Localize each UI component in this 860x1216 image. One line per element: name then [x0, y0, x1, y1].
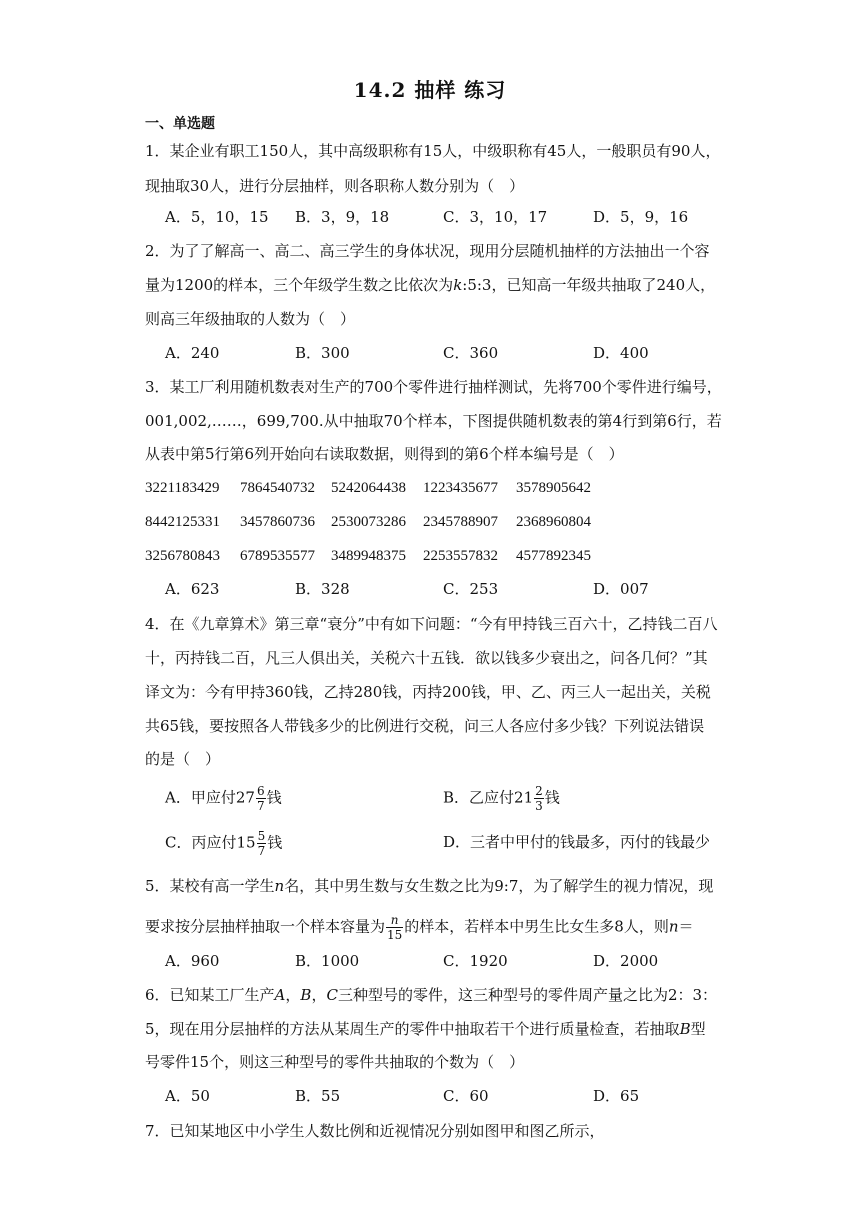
question-4-option-a: [165, 784, 282, 813]
question-7-line-1: 7．已知某地区中小学生人数比例和近视情况分别如图甲和图乙所示，: [145, 1122, 605, 1140]
fraction-numerator: 5: [257, 829, 266, 843]
type-b: B: [300, 986, 312, 1004]
question-3-line-2: 001,002,……，699,700.从中抽取70个样本，下图提供随机数表的第4行到第6行，若: [145, 412, 722, 430]
type-b: B: [679, 1020, 691, 1038]
random-table-cell: 7864540732: [240, 480, 315, 496]
question-3-option-c: C．253: [443, 580, 499, 598]
question-6-line-1: [145, 985, 717, 1005]
question-4-line-3: 译文为：今有甲持360钱，乙持280钱，丙持200钱，甲、乙、丙三人一起出关，关税: [145, 683, 711, 701]
question-4-option-d: D．三者中甲付的钱最多，丙付的钱最少: [443, 833, 711, 851]
question-2-option-d: D．400: [593, 344, 649, 362]
option-c-fraction: [257, 829, 267, 858]
question-6-text-b: 三种型号的零件，这三种型号的零件周产量之比为2：3：: [337, 986, 718, 1004]
question-3-line-3: 从表中第5行第6列开始向右读取数据，则得到的第6个样本编号是（ ）: [145, 445, 624, 463]
option-c-prefix: C．丙应付: [165, 833, 237, 852]
fraction-denominator: 3: [535, 799, 543, 813]
variable-k: k: [453, 276, 463, 294]
question-2-option-a: A．240: [165, 344, 220, 362]
question-1-option-a: A．5，10，15: [165, 208, 269, 226]
question-2-option-c: C．360: [443, 344, 499, 362]
question-2-line-2-text-b: :5:3，已知高一年级共抽取了240人，: [462, 276, 716, 294]
separator: ，: [285, 986, 301, 1004]
question-6-text-d: 型: [690, 1020, 706, 1038]
option-c-suffix: 钱: [267, 833, 283, 852]
question-6-line-3: 号零件15个，则这三种型号的零件共抽取的个数为（ ）: [145, 1053, 525, 1071]
fraction-numerator: n: [386, 913, 403, 928]
random-table-cell: 8442125331: [145, 514, 220, 530]
question-2-line-1: 2．为了了解高一、高二、高三学生的身体状况，现用分层随机抽样的方法抽出一个容: [145, 242, 710, 260]
option-a-fraction: [256, 784, 266, 813]
option-c-whole: 15: [236, 833, 256, 852]
random-table-cell: 2368960804: [516, 514, 591, 530]
question-5-line-2: [145, 913, 694, 942]
random-table-cell: 3457860736: [240, 514, 315, 530]
question-4-line-1: 4．在《九章算术》第三章“衰分”中有如下问题：“今有甲持钱三百六十，乙持钱二百八: [145, 615, 718, 633]
question-2-line-2: [145, 275, 715, 295]
random-table-cell: 2530073286: [331, 514, 406, 530]
fraction-denominator: 7: [256, 799, 265, 813]
question-5-option-d: D．2000: [593, 952, 659, 970]
option-a-prefix: A．甲应付: [165, 788, 236, 807]
question-1-line-2: 现抽取30人，进行分层抽样，则各职称人数分别为（ ）: [145, 177, 525, 195]
option-b-suffix: 钱: [544, 788, 560, 807]
question-6-option-b: B．55: [295, 1087, 341, 1105]
fraction-denominator: 7: [257, 844, 266, 858]
random-table-cell: 6789535577: [240, 548, 315, 564]
question-1-option-d: D．5，9，16: [593, 208, 689, 226]
random-table-cell: 1223435677: [423, 480, 498, 496]
random-table-cell: 3489948375: [331, 548, 406, 564]
question-2-line-2-text-a: 量为1200的样本，三个年级学生数之比依次为: [145, 276, 454, 294]
page-title: 14.2 抽样 练习: [353, 78, 507, 102]
option-a-whole: 27: [235, 788, 255, 807]
random-table-cell: 3256780843: [145, 548, 220, 564]
question-4-line-4: 共65钱，要按照各人带钱多少的比例进行交税，问三人各应付多少钱？下列说法错误: [145, 717, 705, 735]
question-1-option-b: B．3，9，18: [295, 208, 390, 226]
fraction-numerator: 2: [535, 784, 543, 798]
question-4-line-5: 的是（ ）: [145, 750, 221, 768]
question-3-option-a: A．623: [165, 580, 220, 598]
variable-n: n: [274, 877, 285, 895]
question-4-option-c: [165, 829, 282, 858]
question-5-text-d: 的样本，若样本中男生比女生多8人，则: [404, 917, 669, 936]
question-6-text-c: 5，现在用分层抽样的方法从某周生产的零件中抽取若干个进行质量检查，若抽取: [145, 1020, 680, 1038]
option-a-suffix: 钱: [266, 788, 282, 807]
random-table-cell: 5242064438: [331, 480, 406, 496]
option-b-fraction: [534, 784, 544, 813]
question-6-text-a: 6．已知某工厂生产: [145, 986, 275, 1004]
separator: ，: [311, 986, 327, 1004]
random-table-cell: 3578905642: [516, 480, 591, 496]
option-b-whole: 21: [514, 788, 534, 807]
equals-sign: ＝: [678, 917, 694, 936]
question-6-option-c: C．60: [443, 1087, 489, 1105]
random-table-cell: 4577892345: [516, 548, 591, 564]
question-2-option-b: B．300: [295, 344, 350, 362]
question-6-line-2: [145, 1019, 706, 1039]
question-3-option-d: D．007: [593, 580, 649, 598]
question-1-line-1: 1．某企业有职工150人，其中高级职称有15人，中级职称有45人，一般职员有90人，: [145, 142, 721, 160]
question-3-line-1: 3．某工厂利用随机数表对生产的700个零件进行抽样测试，先将700个零件进行编号，: [145, 378, 722, 396]
sample-fraction: [386, 913, 403, 942]
question-5-text-a: 5．某校有高一学生: [145, 877, 275, 895]
question-5-text-b: 名，其中男生数与女生数之比为9:7，为了解学生的视力情况，现: [284, 877, 714, 895]
question-3-option-b: B．328: [295, 580, 350, 598]
question-2-line-3: 则高三年级抽取的人数为（ ）: [145, 310, 356, 328]
fraction-numerator: 6: [256, 784, 265, 798]
type-a: A: [274, 986, 286, 1004]
question-6-option-d: D．65: [593, 1087, 640, 1105]
question-5-option-c: C．1920: [443, 952, 508, 970]
question-5-option-a: A．960: [165, 952, 220, 970]
type-c: C: [326, 986, 338, 1004]
question-5-line-1: [145, 876, 713, 896]
random-table-cell: 2253557832: [423, 548, 498, 564]
question-4-option-b: [443, 784, 560, 813]
variable-n: n: [668, 917, 679, 936]
question-5-text-c: 要求按分层抽样抽取一个样本容量为: [145, 917, 386, 936]
question-5-option-b: B．1000: [295, 952, 360, 970]
random-table-cell: 3221183429: [145, 480, 220, 496]
option-b-prefix: B．乙应付: [443, 788, 515, 807]
question-6-option-a: A．50: [165, 1087, 210, 1105]
fraction-denominator: 15: [387, 928, 403, 942]
section-heading: 一、单选题: [145, 116, 215, 132]
question-4-line-2: 十，丙持钱二百，凡三人俱出关，关税六十五钱．欲以钱多少衰出之，问各几何？”其: [145, 649, 708, 667]
random-table-cell: 2345788907: [423, 514, 498, 530]
question-1-option-c: C．3，10，17: [443, 208, 548, 226]
